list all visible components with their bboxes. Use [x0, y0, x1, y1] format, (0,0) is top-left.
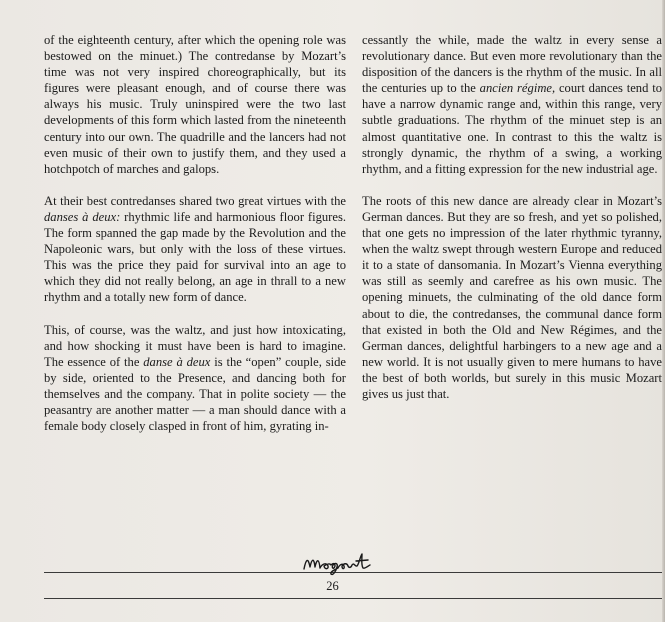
italic-phrase: danse à deux — [143, 354, 211, 369]
text-run: of the eighteenth century, after which the opening role was bestowed on the minuet.) The contredanse by Mozart’s time was not very inspired choreographically, but its figures were pleasant enough, and of course there was always his music. Truly uninspired were the two last developments of this form which lasted from the nineteenth century into our own. The quadrille and the lancers had not even music of their own to justify them, and they used a hotchpotch of marches and galops. — [44, 33, 346, 176]
body-paragraph — [362, 193, 662, 402]
body-paragraph — [44, 32, 346, 177]
text-run: court dances tend to have a narrow dynamic range and, within this range, very subtle graduations. The rhythm of the minuet step is an almost quantitative one. In contrast to this the waltz is strongly dynamic, the rhythm of a swing, a working rhythm, and a fitting expression for the new industrial age. — [362, 81, 662, 176]
text-run: The roots of this new dance are already clear in Mozart’s German dances. But they are so fresh, and yet so polished, that one gets no impression of the later rhythmic tyranny, when the waltz swept through western Europe and reduced it to a state of dansomania. In Mozart’s Vienna everything was still as seemly and carefree as his own music. The opening minuets, the culminating of the old dance form about to die, the contredanses, the communal dance form that existed in both the Old and New Régimes, and the German dances, delightful harbingers to a new age and a new world. It is not usually given to mere humans to have the best of both worlds, but surely in this music Mozart gives us just that. — [362, 193, 662, 401]
mozart-signature-logo — [300, 549, 380, 577]
left-text-column — [44, 32, 346, 434]
body-paragraph — [44, 193, 346, 306]
body-paragraph — [44, 322, 346, 435]
footer-bottom-rule — [44, 598, 665, 599]
right-text-column — [362, 32, 662, 402]
italic-phrase: ancien régime, — [479, 81, 556, 96]
text-run: cessantly the while, made the waltz in every sense a revolutionary dance. But even more revolutionary than the disposition of the dancers is the rhythm of the music. In all the centuries up to the — [362, 33, 662, 96]
text-run: At their best contredanses shared two great virtues with the — [44, 193, 346, 208]
text-run: is the “open” couple, side by side, oriented to the Presence, and dancing both for themselves and the company. That in polite society — the peasantry are another matter — a man should dance with a female body closely clasped in front of him, gyrating in- — [44, 354, 346, 434]
italic-phrase: danses à deux: — [44, 209, 121, 224]
text-run: rhythmic life and harmonious floor figures. The form spanned the gap made by the Revolution and the Napoleonic wars, but only with the loss of these virtues. This was the price they paid for survival into an age to which they did not really belong, an age in thrall to a new rhythm and a totally new form of dance. — [44, 209, 347, 305]
page-number: 26 — [326, 579, 339, 593]
text-run: This, of course, was the waltz, and just how intoxicating, and how shocking it must have been is hard to imagine. The essence of the — [44, 322, 346, 369]
body-paragraph — [362, 32, 662, 177]
